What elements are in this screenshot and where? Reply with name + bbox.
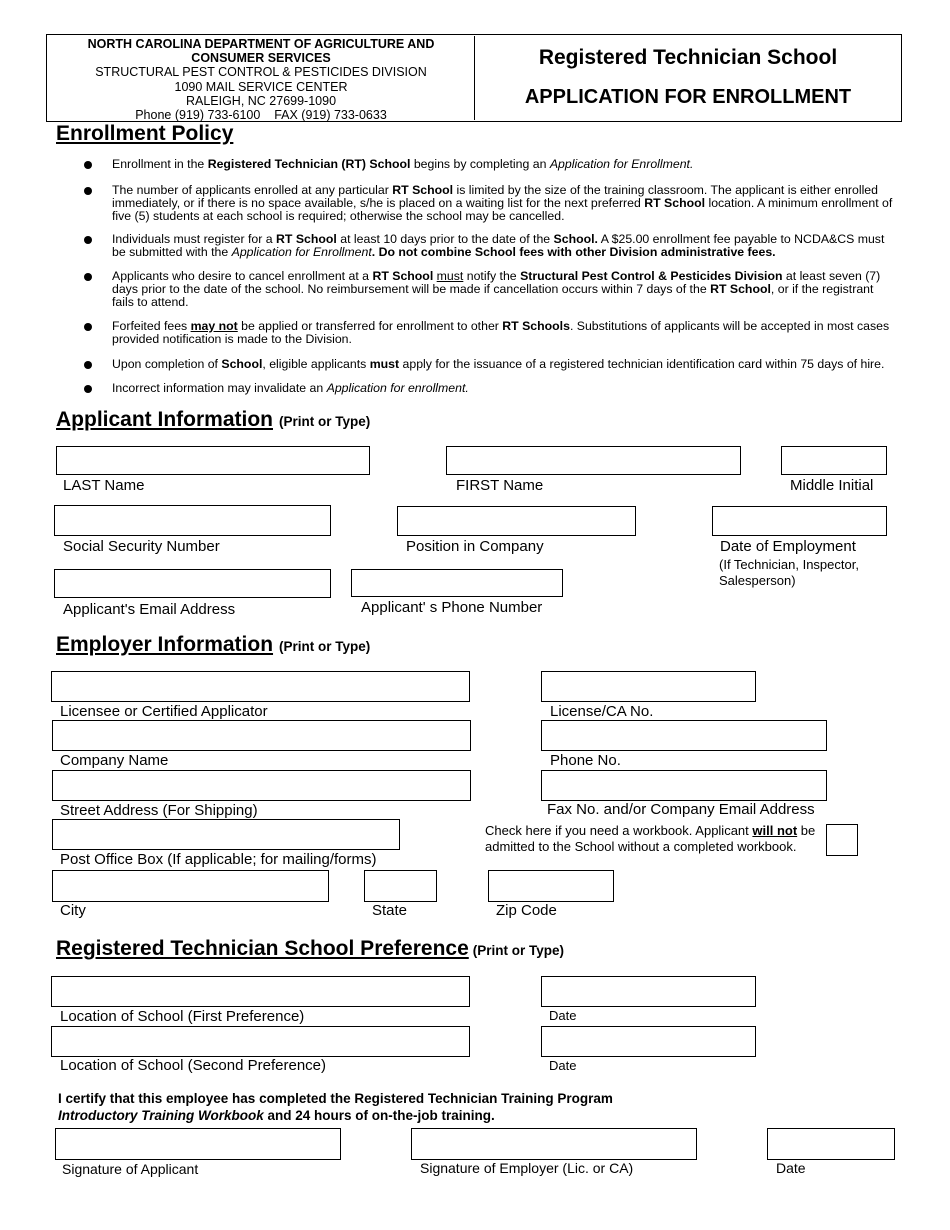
email-label: Applicant's Email Address (63, 601, 236, 618)
state-label: State (372, 902, 408, 919)
print-or-type-note: (Print or Type) (472, 943, 565, 958)
position-input[interactable] (397, 506, 636, 536)
last-name-input[interactable] (56, 446, 370, 475)
agency-block (48, 36, 475, 123)
signature-date-input[interactable] (767, 1128, 895, 1160)
licensee-input[interactable] (51, 671, 470, 702)
second-preference-location-label: Location of School (Second Preference) (60, 1057, 326, 1074)
policy-text: Applicants who desire to cancel enrollment at a RT School must notify the Structural Pest Control & Pesticides Division at least seven (7) days prior to the date of the school. No reimbursement will be made if cancellation occurs within 7 days of the RT School, or if the registrant fails to attend. (112, 269, 881, 309)
first-preference-location-input[interactable] (51, 976, 470, 1007)
employer-signature-input[interactable] (411, 1128, 697, 1160)
school-heading-text: Registered Technician School Preference (56, 937, 469, 960)
licensee-label: Licensee or Certified Applicator (60, 703, 268, 720)
email-input[interactable] (54, 569, 331, 598)
bullet-icon (84, 161, 92, 169)
first-name-label: FIRST Name (456, 477, 544, 494)
first-preference-date-input[interactable] (541, 976, 756, 1007)
first-name-input[interactable] (446, 446, 741, 475)
workbook-checkbox[interactable] (826, 824, 858, 856)
company-name-label: Company Name (60, 752, 169, 769)
form-title-block (476, 36, 900, 120)
second-preference-date-label: Date (549, 1058, 577, 1073)
agency-name-line1: NORTH CAROLINA DEPARTMENT OF AGRICULTURE AND (87, 37, 435, 51)
certification-statement (58, 1090, 613, 1124)
first-preference-date-label: Date (549, 1008, 577, 1023)
phone-input[interactable] (351, 569, 563, 597)
phone-no-input[interactable] (541, 720, 827, 751)
date-of-employment-input[interactable] (712, 506, 887, 536)
zip-code-label: Zip Code (496, 902, 557, 919)
print-or-type-note: (Print or Type) (279, 414, 371, 429)
fax-email-input[interactable] (541, 770, 827, 801)
ssn-input[interactable] (54, 505, 331, 536)
policy-text: Upon completion of School, eligible applicants must apply for the issuance of a registered technician identification card within 75 days of hire. (112, 357, 885, 371)
second-preference-date-input[interactable] (541, 1026, 756, 1057)
agency-address-1: 1090 MAIL SERVICE CENTER (174, 79, 348, 94)
certification-line-2-rest: and 24 hours of on-the-job training. (263, 1108, 495, 1123)
bullet-icon (84, 236, 92, 244)
phone-no-label: Phone No. (550, 752, 621, 769)
applicant-heading-text: Applicant Information (56, 408, 273, 431)
phone-label: Applicant' s Phone Number (361, 599, 543, 616)
fax-email-label: Fax No. and/or Company Email Address (547, 801, 815, 818)
middle-initial-input[interactable] (781, 446, 887, 475)
agency-address-2: RALEIGH, NC 27699-1090 (185, 93, 337, 108)
po-box-label: Post Office Box (If applicable; for mailing/forms) (60, 851, 377, 868)
bullet-icon (84, 187, 92, 195)
position-label: Position in Company (406, 538, 544, 555)
license-no-label: License/CA No. (550, 703, 654, 720)
employer-signature-label: Signature of Employer (Lic. or CA) (420, 1160, 634, 1176)
applicant-info-heading (56, 408, 370, 432)
first-preference-location-label: Location of School (First Preference) (60, 1008, 305, 1025)
po-box-input[interactable] (52, 819, 400, 850)
form-title: Registered Technician School (538, 46, 838, 69)
workbook-note-emphasis: will not (752, 823, 798, 838)
workbook-note-text-end: be admitted to the School without a completed workbook. (485, 823, 816, 854)
employer-heading-text: Employer Information (56, 633, 274, 656)
print-or-type-note: (Print or Type) (279, 639, 371, 654)
policy-text: The number of applicants enrolled at any particular RT School is limited by the size of the training classroom. The applicant is either enrolled immediately, or if there is no space available, s/he is placed on a waiting list for the next preferred RT School location. A minimum enrollment of five (5) students at each school is required; otherwise the school may be cancelled. (112, 183, 893, 223)
bullet-icon (84, 273, 92, 281)
bullet-icon (84, 323, 92, 331)
applicant-signature-label: Signature of Applicant (62, 1161, 199, 1177)
policy-text: Enrollment in the Registered Technician (RT) School begins by completing an Application for Enrollment. (112, 157, 694, 171)
bullet-icon (84, 385, 92, 393)
city-label: City (60, 902, 86, 919)
workbook-title: Introductory Training Workbook (58, 1108, 264, 1123)
agency-phone-fax: Phone (919) 733-6100 FAX (919) 733-0633 (135, 108, 387, 123)
signature-date-label: Date (776, 1160, 806, 1176)
enrollment-policy-heading: Enrollment Policy (56, 122, 234, 145)
form-subtitle: APPLICATION FOR ENROLLMENT (524, 86, 852, 108)
date-of-employment-label: Date of Employment (720, 538, 856, 555)
agency-name-line2: CONSUMER SERVICES (191, 51, 331, 66)
policy-text: Incorrect information may invalidate an Application for enrollment. (112, 381, 469, 395)
certification-line-2 (58, 1107, 613, 1124)
policy-text: Individuals must register for a RT School at least 10 days prior to the date of the School. A $25.00 enrollment fee payable to NCDA&CS must be submitted with the Application for Enrollment. Do not combine School fees with other Division administrative fees. (112, 232, 885, 259)
workbook-note (485, 823, 825, 855)
company-name-input[interactable] (52, 720, 471, 751)
ssn-label: Social Security Number (63, 538, 220, 555)
state-input[interactable] (364, 870, 437, 902)
division-name: STRUCTURAL PEST CONTROL & PESTICIDES DIVISION (95, 65, 427, 80)
bullet-icon (84, 361, 92, 369)
workbook-note-text: Check here if you need a workbook. Applicant (485, 823, 753, 838)
street-address-input[interactable] (52, 770, 471, 801)
second-preference-location-input[interactable] (51, 1026, 470, 1057)
school-preference-heading (56, 937, 564, 961)
certification-line-1: I certify that this employee has completed the Registered Technician Training Program (58, 1091, 613, 1106)
last-name-label: LAST Name (63, 477, 145, 494)
policy-text: Forfeited fees may not be applied or transferred for enrollment to other RT Schools. Substitutions of applicants will be accepted in most cases provided notification is made to the Division. (112, 319, 890, 346)
middle-initial-label: Middle Initial (790, 477, 874, 494)
date-of-employment-note: (If Technician, Inspector, Salesperson) (719, 557, 859, 588)
city-input[interactable] (52, 870, 329, 902)
street-address-label: Street Address (For Shipping) (60, 802, 258, 819)
license-no-input[interactable] (541, 671, 756, 702)
applicant-signature-input[interactable] (55, 1128, 341, 1160)
employer-info-heading (56, 633, 370, 657)
zip-code-input[interactable] (488, 870, 614, 902)
